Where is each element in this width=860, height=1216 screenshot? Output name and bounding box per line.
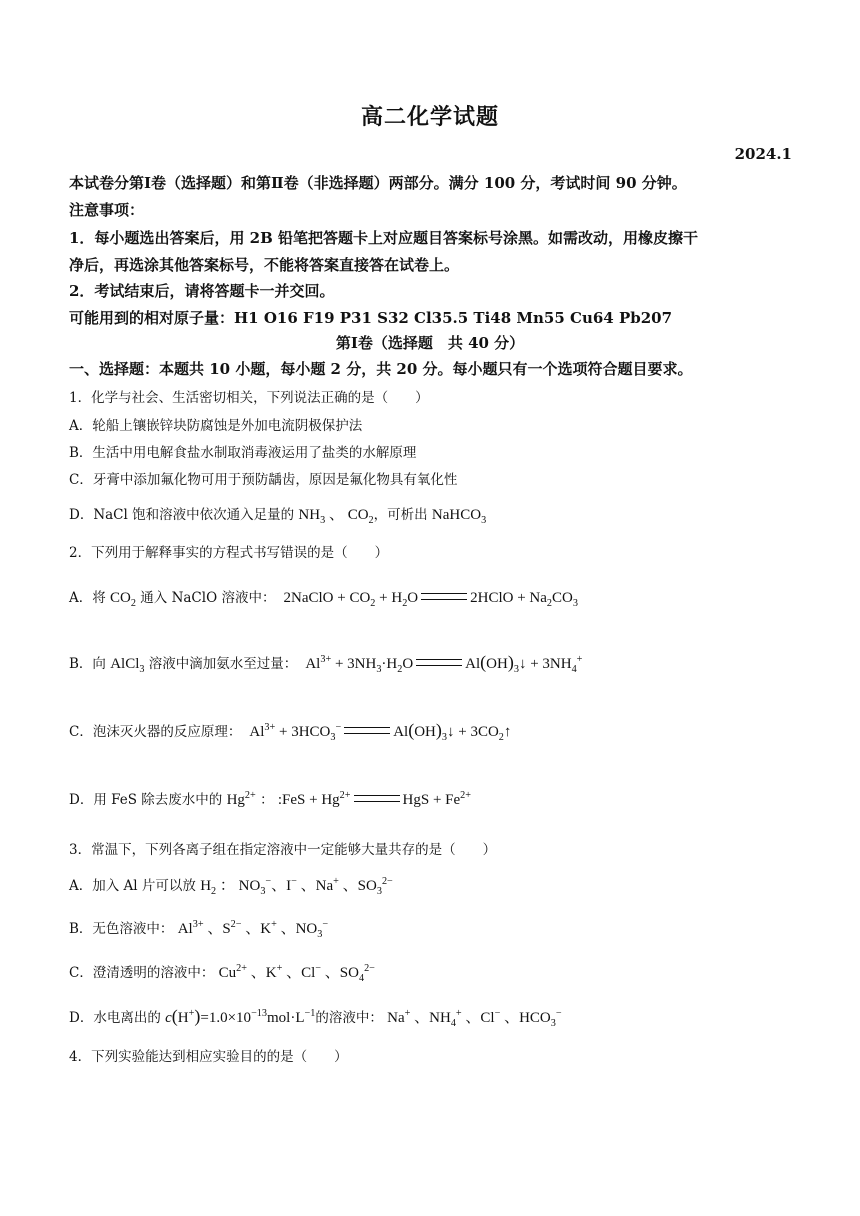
q1-d-product: NaHCO$_3$	[431, 507, 487, 526]
q3-option-b	[69, 917, 328, 938]
q3-a-prefix: A．加入 Al 片可以放	[69, 878, 196, 894]
atomic-mass: 可能用到的相对原子量：H1 O16 F19 P31 S32 Cl35.5 Ti48 Mn55 Cu64 Pb207	[69, 309, 673, 327]
notes-title: 注意事项：	[69, 201, 145, 219]
q3-option-c	[69, 961, 375, 982]
q1-option-d	[69, 503, 486, 524]
q3-b-prefix: B．无色溶液中：	[69, 921, 174, 937]
q1-d-suffix: ，可析出	[373, 507, 428, 523]
part1-heading: 第Ⅰ卷（选择题 共 40 分）	[335, 334, 525, 352]
intro-line: 本试卷分第Ⅰ卷（选择题）和第Ⅱ卷（非选择题）两部分。满分 100 分，考试时间 90 分钟。	[69, 174, 687, 192]
q3-d-prefix: D．水电离出的	[69, 1010, 161, 1026]
q3-b-ions: $Al^{3+}$ 、$S^{2-}$ 、K+ 、$NO_3^-$	[177, 919, 329, 940]
q2-d-prefix: D．用 FeS 除去废水中的	[69, 792, 223, 808]
q2-d-mid: ：	[260, 792, 274, 808]
q2-b-prefix: B．向	[69, 656, 106, 672]
q3-option-a	[69, 874, 393, 895]
q3-c-ions: $Cu^{2+}$ 、K+ 、Cl− 、$SO_4^{2-}$	[218, 963, 375, 984]
q2-a-equation: 2NaClO + $CO_2 + H_2O$ 2HClO + $Na_2CO_3$	[279, 590, 578, 609]
q2-a-prefix: A．将	[69, 590, 106, 606]
q1-d-prefix: D．NaCl 饱和溶液中依次通入足量的	[69, 507, 295, 523]
q2-a-mid: 通入 NaClO 溶液中：	[140, 590, 276, 606]
q2-b-alcl3: AlCl$_3$	[110, 656, 145, 675]
q1-option-a: A．轮船上镶嵌锌块防腐蚀是外加电流阴极保护法	[69, 418, 363, 434]
q2-option-d	[69, 788, 471, 809]
note-2: 2．考试结束后，请将答题卡一并交回。	[69, 282, 335, 300]
q2-stem: 2．下列用于解释事实的方程式书写错误的是（ ）	[69, 545, 389, 561]
q3-d-concentration: $c(H^+)=1.0\times 10^{-13}mol\cdot L^{-1}$	[165, 1006, 316, 1026]
q3-option-d	[69, 1006, 562, 1027]
q3-stem: 3．常温下，下列各离子组在指定溶液中一定能够大量共存的是（ ）	[69, 842, 497, 858]
note-1a: 1．每小题选出答案后，用 2B 铅笔把答题卡上对应题目答案标号涂黑。如需改动，用橡皮擦干	[69, 229, 699, 247]
q3-d-ions: Na+ 、$NH_4^+$ 、Cl− 、$HCO_3^-$	[387, 1008, 562, 1029]
q1-option-c: C．牙膏中添加氟化物可用于预防龋齿，原因是氟化物具有氧化性	[69, 472, 458, 488]
q2-option-a	[69, 586, 578, 607]
section-heading: 一、选择题：本题共 10 小题，每小题 2 分，共 20 分。每小题只有一个选项符合题目要求。	[69, 360, 693, 378]
q2-c-equation: $Al^{3+} + 3HCO_3^-$ $Al(OH)_3↓$ + $3CO_2↑$	[245, 720, 512, 743]
page-title: 高二化学试题	[360, 104, 499, 130]
q1-d-formula: $NH_3$ 、 $CO_2$	[298, 507, 374, 526]
q4-stem: 4．下列实验能达到相应实验目的的是（ ）	[69, 1049, 348, 1065]
q2-option-c	[69, 720, 511, 741]
q2-b-mid: 溶液中滴加氨水至过量：	[148, 656, 298, 672]
q1-option-b: B．生活中用电解食盐水制取消毒液运用了盐类的水解原理	[69, 445, 417, 461]
q2-option-b	[69, 652, 582, 673]
q2-b-equation: $Al^{3+} + 3NH_3\cdot H_2O$ $Al(OH)_3↓ + 3NH_4^+$	[301, 652, 583, 675]
q2-d-hg: $Hg^{2+}$	[226, 790, 256, 808]
q3-d-mid: 的溶液中：	[315, 1010, 383, 1026]
q2-a-co2: $CO_2$	[110, 590, 136, 609]
exam-date: 2024.1	[734, 145, 792, 163]
q3-a-ions: $H_2$ ： $NO_3^-$、I− 、Na+ 、$SO_3^{2-}$	[200, 876, 393, 897]
note-1b: 净后，再选涂其他答案标号，不能将答案直接答在试卷上。	[69, 256, 460, 274]
q3-c-prefix: C．澄清透明的溶液中：	[69, 965, 215, 981]
q2-c-prefix: C．泡沫灭火器的反应原理：	[69, 724, 242, 740]
q2-d-equation: :FeS + $Hg^{2+}$ HgS + $Fe^{2+}$	[277, 790, 471, 808]
q1-stem: 1．化学与社会、生活密切相关，下列说法正确的是（ ）	[69, 390, 429, 406]
